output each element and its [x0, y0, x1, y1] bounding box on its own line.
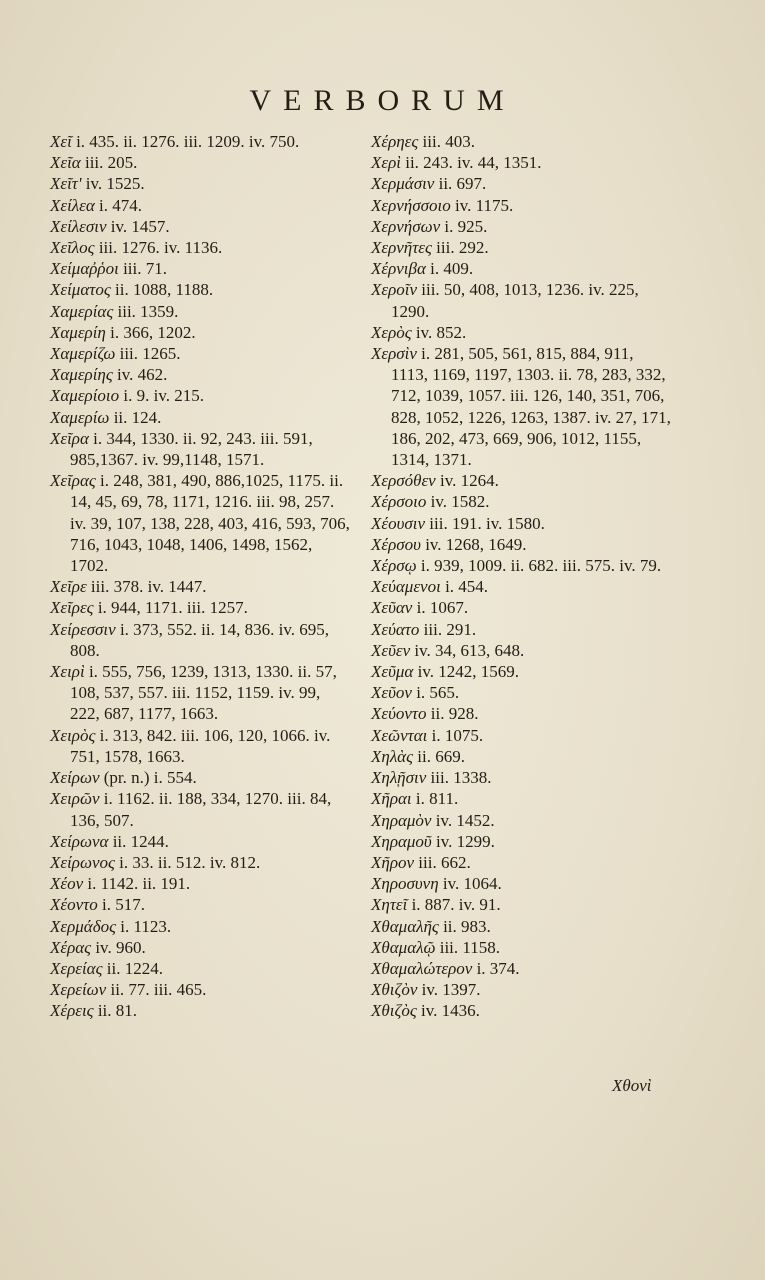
headword: Χαμερίης: [50, 365, 113, 385]
index-entry: [371, 258, 671, 279]
headword: Χέρεις: [50, 1001, 94, 1021]
headword: Χερμάδος: [50, 916, 116, 936]
index-entry: [50, 195, 350, 216]
index-entry: [371, 534, 671, 555]
index-entry: [50, 937, 350, 958]
references: ii. 1088, 1188.: [110, 280, 214, 300]
headword: Χερὶ: [371, 153, 401, 173]
references: iv. 1582.: [426, 492, 490, 512]
headword: Χεροῖν: [371, 280, 418, 300]
index-entry: [371, 894, 671, 915]
references: iii. 1276. iv. 1136.: [94, 238, 223, 258]
headword: Χηροσυνη: [371, 874, 439, 894]
references: iv. 1452.: [431, 810, 495, 830]
index-entry: [371, 682, 671, 703]
references: ii. 983.: [438, 916, 491, 936]
index-entry: [371, 725, 671, 746]
index-entry: [371, 852, 671, 873]
references: iv. 960.: [91, 937, 146, 957]
headword: Χθιζὸς: [371, 1001, 417, 1021]
references: (pr. n.) i. 554.: [99, 768, 197, 788]
headword: Χεῖλος: [50, 238, 95, 258]
index-entry: [371, 916, 671, 937]
references: i. 925.: [440, 216, 488, 236]
headword: Χαμερίοιο: [50, 386, 120, 406]
headword: Χερνήσσοιο: [371, 195, 451, 215]
index-entry: [371, 810, 671, 831]
references: iii. 50, 408, 1013, 1236. iv. 225, 1290.: [391, 280, 639, 321]
headword: Χεῖρα: [50, 428, 89, 448]
index-entry: [371, 661, 671, 682]
references: i. 555, 756, 1239, 1313, 1330. ii. 57, 108, 537, 557. iii. 1152, 1159. iv. 99, 222, 687, 1177, 1663.: [70, 662, 337, 724]
references: iii. 1359.: [113, 301, 179, 321]
index-entry: [50, 916, 350, 937]
index-entry: [50, 576, 350, 597]
index-entry: [50, 237, 350, 258]
page-title: VERBORUM: [249, 84, 516, 117]
references: i. 811.: [411, 789, 459, 809]
index-entry: [371, 979, 671, 1000]
index-entry: [371, 873, 671, 894]
headword: Χεῖα: [50, 153, 81, 173]
index-entry: [50, 958, 350, 979]
index-entry: [50, 619, 350, 661]
headword: Χέρας: [50, 937, 92, 957]
index-entry: [371, 640, 671, 661]
references: i. 1142. ii. 191.: [83, 874, 191, 894]
index-entry: [371, 131, 671, 152]
headword: Χέοντο: [50, 895, 98, 915]
references: i. 1075.: [427, 725, 484, 745]
references: i. 33. ii. 512. iv. 812.: [114, 852, 261, 872]
references: i. 281, 505, 561, 815, 884, 911, 1113, 1169, 1197, 1303. ii. 78, 283, 332, 712, 1039, 1057. iii. 126, 140, 351, 706, 828, 1052, 1226, 1263, 1387. iv. 27, 171, 186, 202, 473, 669, 906, 1012, 1155, 1314, 1371.: [391, 344, 671, 470]
headword: Χερσόθεν: [371, 471, 436, 491]
index-entry: [50, 322, 350, 343]
references: ii. 81.: [93, 1001, 138, 1021]
headword: Χεῖτ': [50, 174, 82, 194]
references: iv. 1397.: [417, 980, 481, 1000]
headword: Χεῶνται: [371, 725, 428, 745]
index-entry: [50, 152, 350, 173]
index-entry: [371, 555, 671, 576]
index-entry: [50, 661, 350, 725]
index-entry: [371, 831, 671, 852]
index-entry: [371, 491, 671, 512]
index-entry: [50, 173, 350, 194]
headword: Χέρσῳ: [371, 556, 417, 576]
headword: Χείρωνα: [50, 831, 109, 851]
references: iii. 191. iv. 1580.: [425, 513, 545, 533]
index-column-left: [50, 131, 350, 1022]
headword: Χθαμαλῆς: [371, 916, 439, 936]
references: i. 248, 381, 490, 886,1025, 1175. ii. 14, 45, 69, 78, 1171, 1216. iii. 98, 257. iv. 39, 107, 138, 228, 403, 416, 593, 706, 716, 1043, 1048, 1406, 1498, 1562, 1702.: [70, 471, 350, 576]
references: i. 9. iv. 215.: [119, 386, 204, 406]
headword: Χῆραι: [371, 789, 412, 809]
references: ii. 77. iii. 465.: [106, 980, 207, 1000]
references: i. 344, 1330. ii. 92, 243. iii. 591, 985,1367. iv. 99,1148, 1571.: [70, 428, 313, 470]
index-entry: [50, 258, 350, 279]
references: ii. 1224.: [102, 958, 163, 978]
index-entry: [50, 343, 350, 364]
index-entry: [371, 513, 671, 534]
index-entry: [371, 195, 671, 216]
headword: Χεύοντο: [371, 704, 427, 724]
headword: Χέουσιν: [371, 513, 426, 533]
headword: Χείρεσσιν: [50, 619, 116, 639]
references: iv. 1268, 1649.: [420, 534, 527, 554]
references: i. 944, 1171. iii. 1257.: [93, 598, 248, 618]
headword: Χαμερίω: [50, 407, 110, 427]
headword: Χείρωνος: [50, 852, 115, 872]
index-entry: [371, 788, 671, 809]
headword: Χέρνιβα: [371, 259, 426, 279]
index-entry: [50, 301, 350, 322]
references: i. 1123.: [116, 916, 172, 936]
headword: Χθαμαλώτερον: [371, 958, 473, 978]
headword: Χεύαμενοι: [371, 577, 441, 597]
headword: Χεῦαν: [371, 598, 413, 618]
references: iv. 1264.: [435, 471, 499, 491]
references: iii. 378. iv. 1447.: [86, 577, 207, 597]
references: ii. 697.: [434, 174, 487, 194]
references: i. 435. ii. 1276. iii. 1209. iv. 750.: [71, 132, 300, 151]
headword: Χθαμαλῷ: [371, 937, 436, 957]
index-entry: [371, 216, 671, 237]
index-entry: [371, 937, 671, 958]
index-column-right: [371, 131, 671, 1022]
headword: Χεῦμα: [371, 662, 414, 682]
index-entry: [50, 873, 350, 894]
headword: Χαμερίας: [50, 301, 114, 321]
headword: Χηλῇσιν: [371, 768, 427, 788]
index-entry: [371, 152, 671, 173]
references: iii. 662.: [414, 852, 471, 872]
references: ii. 243. iv. 44, 1351.: [400, 153, 542, 173]
headword: Χείλεσιν: [50, 216, 107, 236]
index-entry: [371, 322, 671, 343]
headword: Χητεῖ: [371, 895, 408, 915]
index-entry: [371, 470, 671, 491]
index-entry: [50, 216, 350, 237]
index-entry: [50, 767, 350, 788]
references: ii. 669.: [413, 746, 465, 766]
references: i. 374.: [472, 958, 520, 978]
headword: Χερὸς: [371, 322, 412, 342]
headword: Χερνῆτες: [371, 238, 432, 258]
headword: Χερείων: [50, 980, 107, 1000]
references: iii. 291.: [419, 619, 477, 639]
references: iii. 1338.: [426, 768, 492, 788]
headword: Χειρὸς: [50, 725, 96, 745]
headword: Χειρὶ: [50, 662, 85, 682]
references: ii. 1244.: [108, 831, 169, 851]
index-entry: [371, 173, 671, 194]
references: iv. 1457.: [106, 216, 170, 236]
references: iv. 852.: [411, 322, 467, 342]
headword: Χερείας: [50, 958, 103, 978]
headword: Χεῦεν: [371, 640, 411, 660]
references: iv. 1436.: [416, 1001, 480, 1021]
index-entry: [50, 470, 350, 576]
index-entry: [371, 576, 671, 597]
headword: Χθιζὸν: [371, 980, 418, 1000]
headword: Χηραμοῦ: [371, 831, 432, 851]
headword: Χεῖρες: [50, 598, 94, 618]
headword: Χέρσου: [371, 534, 421, 554]
index-entry: [50, 894, 350, 915]
index-entry: [371, 958, 671, 979]
headword: Χηραμὸν: [371, 810, 432, 830]
index-entry: [50, 788, 350, 830]
references: i. 474.: [94, 195, 143, 215]
index-entry: [50, 131, 350, 152]
index-entry: [50, 407, 350, 428]
references: iii. 71.: [118, 259, 167, 279]
references: iv. 1525.: [81, 174, 145, 194]
references: i. 1067.: [412, 598, 469, 618]
index-entry: [371, 1000, 671, 1021]
headword: Χῆρον: [371, 852, 415, 872]
references: iv. 462.: [112, 365, 168, 385]
index-entry: [50, 385, 350, 406]
headword: Χειρῶν: [50, 789, 100, 809]
index-entry: [371, 703, 671, 724]
headword: Χεύατο: [371, 619, 420, 639]
headword: Χεῖ: [50, 132, 72, 151]
references: iv. 1242, 1569.: [413, 662, 519, 682]
headword: Χείματος: [50, 280, 111, 300]
references: iv. 1299.: [431, 831, 495, 851]
references: iii. 205.: [80, 153, 138, 173]
index-entry: [371, 343, 671, 470]
index-entry: [50, 279, 350, 300]
references: iii. 292.: [431, 238, 489, 258]
headword: Χείρων: [50, 768, 100, 788]
headword: Χέρσοιο: [371, 492, 427, 512]
references: iii. 1265.: [115, 344, 181, 364]
references: iv. 34, 613, 648.: [410, 640, 525, 660]
headword: Χείμαῤῥοι: [50, 259, 119, 279]
index-entry: [50, 1000, 350, 1021]
references: ii. 124.: [109, 407, 162, 427]
index-entry: [50, 428, 350, 470]
references: i. 409.: [425, 259, 474, 279]
references: iv. 1175.: [450, 195, 514, 215]
headword: Χαμερίη: [50, 322, 106, 342]
headword: Χερμάσιν: [371, 174, 435, 194]
references: i. 517.: [97, 895, 145, 915]
index-entry: [371, 767, 671, 788]
references: i. 454.: [440, 577, 489, 597]
headword: Χαμερίζω: [50, 344, 116, 364]
references: i. 565.: [411, 683, 460, 703]
headword: Χερσὶν: [371, 344, 417, 364]
references: i. 313, 842. iii. 106, 120, 1066. iv. 751, 1578, 1663.: [70, 725, 331, 766]
index-entry: [50, 597, 350, 618]
headword: Χερνήσων: [371, 216, 441, 236]
references: iii. 1158.: [435, 937, 501, 957]
index-entry: [50, 979, 350, 1000]
headword: Χεῖρε: [50, 577, 87, 597]
references: i. 366, 1202.: [105, 322, 196, 342]
index-entry: [371, 746, 671, 767]
headword: Χεῦον: [371, 683, 412, 703]
headword: Χέον: [50, 874, 84, 894]
headword: Χηλὰς: [371, 746, 414, 766]
index-entry: [371, 279, 671, 321]
references: i. 939, 1009. ii. 682. iii. 575. iv. 79.: [416, 556, 662, 576]
references: i. 1162. ii. 188, 334, 1270. iii. 84, 136, 507.: [70, 789, 332, 830]
index-entry: [371, 597, 671, 618]
index-entry: [371, 619, 671, 640]
references: ii. 928.: [426, 704, 479, 724]
headword: Χέρηες: [371, 132, 419, 151]
index-entry: [50, 852, 350, 873]
references: iv. 1064.: [438, 874, 502, 894]
index-entry: [50, 364, 350, 385]
catchword: Χθονὶ: [612, 1076, 652, 1095]
index-entry: [50, 725, 350, 767]
index-entry: [50, 831, 350, 852]
references: i. 887. iv. 91.: [407, 895, 501, 915]
index-entry: [371, 237, 671, 258]
headword: Χείλεα: [50, 195, 95, 215]
headword: Χεῖρας: [50, 471, 96, 491]
references: iii. 403.: [418, 132, 475, 151]
references: i. 373, 552. ii. 14, 836. iv. 695, 808.: [70, 619, 329, 660]
